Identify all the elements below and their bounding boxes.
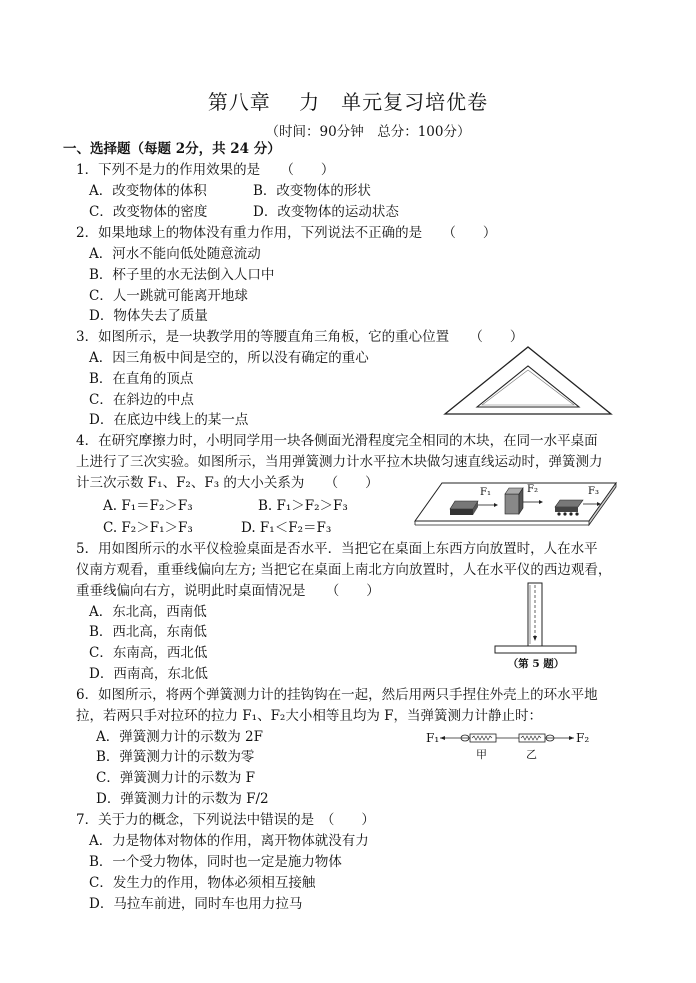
question-3-option-a: A．因三角板中间是空的，所以没有确定的重心 bbox=[89, 350, 369, 366]
question-4-option-d: D. F₁＜F₂＝F₃ bbox=[241, 520, 332, 536]
question-4-option-a: A. F₁＝F₂＞F₃ bbox=[103, 498, 193, 514]
question-1-option-c: C．改变物体的密度 bbox=[89, 204, 208, 220]
question-6-stem-line-1: 6．如图所示，将两个弹簧测力计的挂钩钩在一起，然后用两只手捏住外壳上的环水平地 bbox=[76, 687, 598, 703]
question-7-option-a: A．力是物体对物体的作用，离开物体就没有力 bbox=[89, 833, 369, 849]
question-5-option-b: B．西北高，东南低 bbox=[89, 624, 207, 640]
question-6-option-d: D．弹簧测力计的示数为 F/2 bbox=[96, 791, 269, 807]
question-1-stem: 1．下列不是力的作用效果的是 （ ） bbox=[76, 162, 335, 178]
question-2-option-a: A．河水不能向低处随意流动 bbox=[89, 246, 261, 262]
question-3-stem: 3．如图所示，是一块教学用的等腰直角三角板，它的重心位置 （ ） bbox=[76, 329, 524, 345]
question-5-option-c: C．东南高，西北低 bbox=[89, 645, 208, 661]
question-3-option-d: D．在底边中线上的某一点 bbox=[89, 412, 249, 428]
question-6-option-a: A．弹簧测力计的示数为 2F bbox=[96, 729, 263, 745]
exam-info: （时间：90分钟 总分：100分） bbox=[265, 124, 471, 140]
force-label-f1: F₁ bbox=[426, 731, 440, 745]
force-label-f3: F₃ bbox=[588, 486, 599, 497]
question-3-option-b: B．在直角的顶点 bbox=[89, 371, 194, 387]
force-label-f2: F₂ bbox=[576, 731, 590, 745]
question-2-option-d: D．物体失去了质量 bbox=[89, 308, 208, 324]
question-5-option-d: D．西南高，东北低 bbox=[89, 666, 208, 682]
question-5-stem-line-1: 5．用如图所示的水平仪检验桌面是否水平．当把它在桌面上东西方向放置时，人在水平 bbox=[76, 541, 598, 557]
question-2-stem: 2．如果地球上的物体没有重力作用，下列说法不正确的是 （ ） bbox=[76, 225, 497, 241]
question-1-option-b: B．改变物体的形状 bbox=[253, 183, 371, 199]
question-6-option-c: C．弹簧测力计的示数为 F bbox=[96, 770, 255, 786]
triangle-ruler-figure bbox=[443, 345, 613, 417]
question-4-stem-line-2: 上进行了三次实验。如图所示，当用弹簧测力计水平拉木块做匀速直线运动时，弹簧测力 bbox=[76, 454, 603, 470]
question-6-option-b: B．弹簧测力计的示数为零 bbox=[96, 749, 255, 765]
page-title: 第八章 力 单元复习培优卷 bbox=[207, 90, 489, 114]
figure-5-caption: （第 5 题） bbox=[507, 658, 565, 670]
scale-label-jia: 甲 bbox=[476, 748, 487, 761]
force-label-f1: F₁ bbox=[480, 487, 491, 498]
question-5-stem-line-3: 重垂线偏向右方，说明此时桌面情况是 （ ） bbox=[76, 583, 380, 599]
level-instrument-figure bbox=[494, 582, 578, 672]
question-2-option-b: B．杯子里的水无法倒入人口中 bbox=[89, 267, 275, 283]
question-7-option-b: B．一个受力物体，同时也一定是施力物体 bbox=[89, 854, 342, 870]
question-2-option-c: C．人一跳就可能离开地球 bbox=[89, 288, 248, 304]
question-4-stem-line-3: 计三次示数 F₁、F₂、F₃ 的大小关系为 （ ） bbox=[76, 475, 379, 491]
question-4-option-b: B. F₁＞F₂＞F₃ bbox=[258, 498, 348, 514]
question-7-option-c: C．发生力的作用，物体必须相互接触 bbox=[89, 875, 316, 891]
question-6-stem-line-2: 拉，若两只手对拉环的拉力 F₁、F₂大小相等且均为 F，当弹簧测力计静止时： bbox=[76, 708, 543, 724]
spring-scales-figure bbox=[426, 728, 592, 764]
question-4-option-c: C. F₂＞F₁＞F₃ bbox=[103, 520, 193, 536]
friction-experiment-figure bbox=[412, 478, 617, 528]
question-1-option-d: D．改变物体的运动状态 bbox=[253, 204, 399, 220]
question-4-stem-line-1: 4．在研究摩擦力时，小明同学用一块各侧面光滑程度完全相同的木块，在同一水平桌面 bbox=[76, 433, 598, 449]
question-7-option-d: D．马拉车前进，同时车也用力拉马 bbox=[89, 896, 303, 912]
question-5-stem-line-2: 仪南方观看，重垂线偏向左方; 当把它在桌面上南北方向放置时，人在水平仪的西边观看， bbox=[76, 562, 612, 578]
scale-label-yi: 乙 bbox=[526, 748, 537, 761]
question-5-option-a: A．东北高，西南低 bbox=[89, 604, 207, 620]
section-heading: 一、选择题（每题 2分，共 24 分） bbox=[63, 141, 281, 157]
question-3-option-c: C．在斜边的中点 bbox=[89, 392, 194, 408]
question-7-stem: 7．关于力的概念，下列说法中错误的是 （ ） bbox=[76, 812, 375, 828]
question-1-option-a: A．改变物体的体积 bbox=[89, 183, 207, 199]
force-label-f2: F₂ bbox=[527, 484, 538, 495]
